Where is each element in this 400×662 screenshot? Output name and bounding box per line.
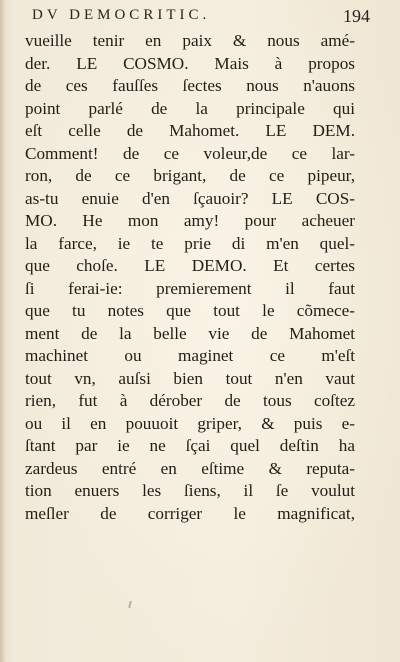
text-line: tion enuers les ſiens, il ſe voulut	[25, 481, 355, 500]
text-line: zardeus entré en eſtime & reputa-	[25, 458, 355, 478]
text-line: Comment! de ce voleur,de ce lar-	[25, 143, 355, 163]
text-line: ment de la belle vie de Mahomet	[25, 323, 355, 343]
text-line: la farce, ie te prie di m'en quel-	[25, 233, 355, 253]
page-header	[32, 7, 370, 29]
text-line: machinet ou maginet ce m'eſt	[25, 346, 355, 365]
text-line: que tu notes que tout le cõmece-	[25, 301, 355, 320]
text-line: ron, de ce brigant, de ce pipeur,	[25, 166, 355, 185]
text-line: meſler de corriger le magnificat,	[25, 503, 355, 523]
text-line: rien, fut à dérober de tous coſtez	[25, 391, 355, 410]
text-line: point parlé de la principale qui	[25, 98, 355, 118]
text-line: ſtant par ie ne ſçai quel deſtin ha	[25, 436, 355, 455]
text-line: ou il en pouuoit griper, & puis e-	[25, 413, 355, 433]
text-line: vueille tenir en paix & nous amé-	[25, 31, 355, 50]
text-line: MO. He mon amy! pour acheuer	[25, 211, 355, 230]
text-line: de ces fauſſes ſectes nous n'auons	[25, 76, 355, 95]
text-line: tout vn, auſsi bien tout n'en vaut	[25, 368, 355, 388]
text-line: eſt celle de Mahomet. LE DEM.	[25, 121, 355, 140]
text-line: as-tu enuie d'en ſçauoir? LE COS-	[25, 188, 355, 208]
body-text	[25, 30, 355, 525]
ink-mark	[128, 601, 131, 608]
text-line: ſi ferai-ie: premierement il faut	[25, 278, 355, 298]
text-line: que choſe. LE DEMO. Et certes	[25, 256, 355, 275]
page-number: 194	[343, 6, 370, 26]
running-head: DV DEMOCRITIC.	[32, 7, 211, 23]
text-line: der. LE COSMO. Mais à propos	[25, 53, 355, 73]
page-gutter-shadow	[0, 0, 6, 662]
